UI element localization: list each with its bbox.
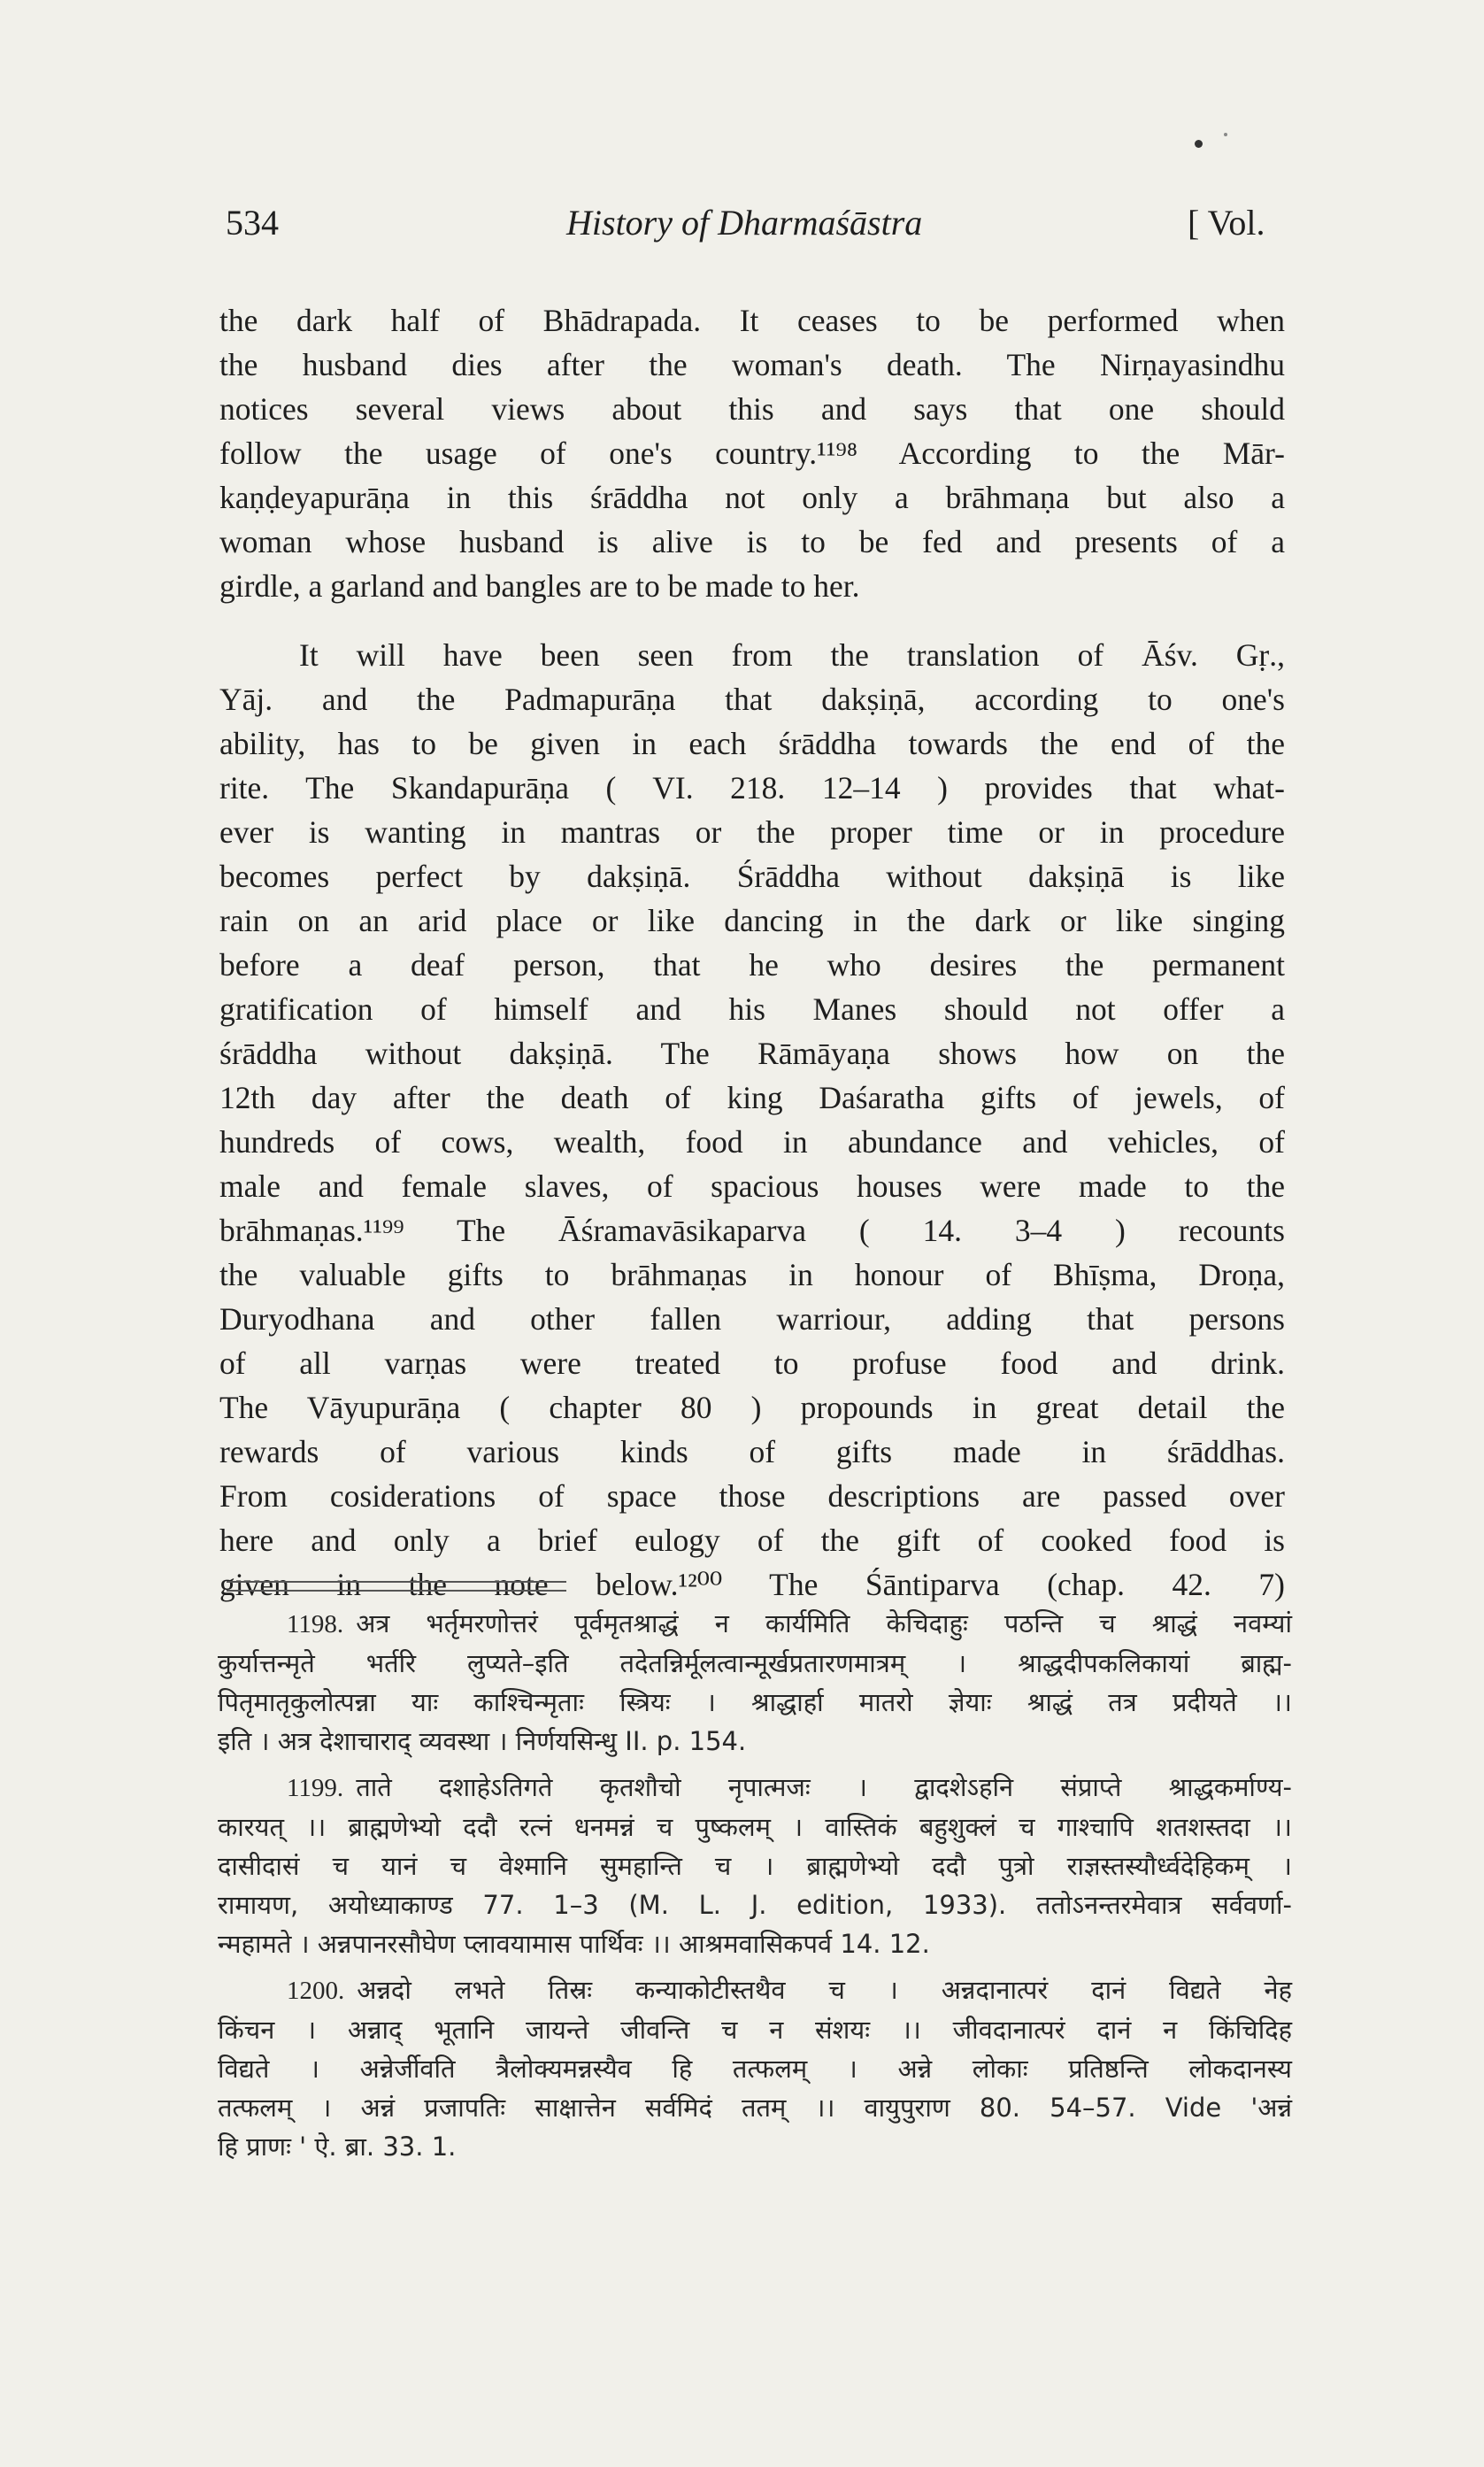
text-line: hundreds of cows, wealth, food in abundance and vehicles, of — [219, 1124, 1285, 1160]
footnote-number: 1200. — [287, 1977, 345, 2005]
text-line: of all varṇas were treated to profuse food and drink. — [219, 1345, 1285, 1381]
paragraph-daksina — [219, 633, 1285, 1607]
text-line: before a deaf person, that he who desires the permanent — [219, 947, 1285, 983]
footnote-line — [218, 1970, 1292, 2010]
ink-speck — [1195, 140, 1203, 148]
footnote-text: ताते दशाहेऽतिगते कृतशौचो नृपात्मजः । द्वादशेऽहनि संप्राप्ते श्राद्धकर्माण्य- — [356, 1772, 1292, 1802]
text-line: here and only a brief eulogy of the gift of cooked food is — [219, 1523, 1285, 1558]
ink-speck — [1224, 133, 1227, 136]
footnote-divider — [227, 1581, 566, 1592]
text-line: male and female slaves, of spacious houses were made to the — [219, 1168, 1285, 1204]
text-line: gratification of himself and his Manes should not offer a — [219, 991, 1285, 1027]
text-line: follow the usage of one's country.¹¹⁹⁸ According to the Mār- — [219, 436, 1285, 471]
text-line: śrāddha without dakṣiṇā. The Rāmāyaṇa shows how on the — [219, 1036, 1285, 1071]
footnote-line: रामायण, अयोध्याकाण्ड 77. 1–3 (M. L. J. edition, 1933). ततोऽनन्तरमेवात्र सर्ववर्णा- — [218, 1890, 1292, 1920]
volume-label: [ Vol. — [1188, 203, 1265, 243]
footnote-line: दासीदासं च यानं च वेश्मानि सुमहान्ति च । ब्राह्मणेभ्यो ददौ पुत्रो राज्ञस्तस्यौर्ध्वदेहिकम् । — [218, 1851, 1292, 1881]
footnote-line — [218, 1768, 1292, 1808]
text-line: 12th day after the death of king Daśaratha gifts of jewels, of — [219, 1080, 1285, 1115]
text-line: given in the note below.¹²⁰⁰ The Śāntiparva (chap. 42. 7) — [219, 1567, 1285, 1602]
text-line: rain on an arid place or like dancing in the dark or like singing — [219, 903, 1285, 938]
text-line: notices several views about this and says that one should — [219, 391, 1285, 427]
footnote-line: इति । अत्र देशाचाराद् व्यवस्था । निर्णयसिन्धु II. p. 154. — [218, 1726, 747, 1756]
text-line: kaṇḍeyapurāṇa in this śrāddha not only a brāhmaṇa but also a — [219, 480, 1285, 515]
text-line: From cosiderations of space those descriptions are passed over — [219, 1478, 1285, 1514]
footnote-line: विद्यते । अन्नेर्जीवति त्रैलोक्यमन्नस्यैव हि तत्फलम् । अन्ने लोकाः प्रतिष्ठन्ति लोकदानस्य — [218, 2054, 1292, 2084]
running-title: History of Dharmaśāstra — [566, 203, 923, 243]
text-line: ever is wanting in mantras or the proper time or in procedure — [219, 814, 1285, 850]
text-line: the valuable gifts to brāhmaṇas in honour of Bhīṣma, Droṇa, — [219, 1257, 1285, 1292]
footnote-1199 — [218, 1768, 1292, 1963]
footnote-1200 — [218, 1970, 1292, 2166]
footnotes — [218, 1604, 1292, 2166]
footnote-line: कारयत् ।। ब्राह्मणेभ्यो ददौ रत्नं धनमन्नं च पुष्कलम् । वास्तिकं बहुशुक्लं च गाश्चापि शतशस्तदा ।। — [218, 1812, 1292, 1842]
footnote-line: कुर्यात्तन्मृते भर्तरि लुप्यते–इति तदेतन्निर्मूलत्वान्मूर्खप्रतारणमात्रम् । श्राद्धदीपकलिकायां ब्राह्म- — [218, 1648, 1292, 1678]
text-line: the dark half of Bhādrapada. It ceases to be performed when — [219, 303, 1285, 338]
footnote-text: अत्र भर्तृमरणोत्तरं पूर्वमृतश्राद्धं न कार्यमिति केचिदाहुः पठन्ति च श्राद्धं नवम्यां — [356, 1608, 1292, 1638]
footnote-1198 — [218, 1604, 1292, 1761]
text-line: It will have been seen from the translation of Āśv. Gṛ., — [299, 637, 1285, 673]
footnote-line: हि प्राणः ' ऐ. ब्रा. 33. 1. — [218, 2132, 457, 2162]
text-line: girdle, a garland and bangles are to be made to her. — [219, 568, 860, 604]
text-line: Yāj. and the Padmapurāṇa that dakṣiṇā, according to one's — [219, 682, 1285, 717]
paragraph-continued — [219, 298, 1285, 608]
text-line: ability, has to be given in each śrāddha towards the end of the — [219, 726, 1285, 761]
footnote-line: न्महामते । अन्नपानरसौघेण प्लावयामास पार्थिवः ।। आश्रमवासिकपर्व 14. 12. — [218, 1929, 930, 1959]
footnote-text: अन्नदो लभते तिस्रः कन्याकोटीस्तथैव च । अन्नदानात्परं दानं विद्यते नेह — [357, 1975, 1292, 2005]
text-line: becomes perfect by dakṣiṇā. Śrāddha without dakṣiṇā is like — [219, 859, 1285, 894]
footnote-line: तत्फलम् । अन्नं प्रजापतिः साक्षात्तेन सर्वमिदं ततम् ।। वायुपुराण 80. 54–57. Vide 'अन्नं — [218, 2093, 1292, 2123]
text-line: rewards of various kinds of gifts made in śrāddhas. — [219, 1434, 1285, 1469]
text-line: the husband dies after the woman's death. The Nirṇayasindhu — [219, 347, 1285, 382]
footnote-number: 1199. — [287, 1774, 344, 1802]
footnote-line: किंचन । अन्नाद् भूतानि जायन्ते जीवन्ति च न संशयः ।। जीवदानात्परं दानं न किंचिदिह — [218, 2015, 1292, 2045]
text-line: brāhmaṇas.¹¹⁹⁹ The Āśramavāsikaparva ( 14. 3–4 ) recounts — [219, 1213, 1285, 1248]
text-line: Duryodhana and other fallen warriour, adding that persons — [219, 1301, 1285, 1337]
text-line: rite. The Skandapurāṇa ( VI. 218. 12–14 ) provides that what- — [219, 770, 1285, 806]
footnote-number: 1198. — [287, 1610, 344, 1638]
page-number: 534 — [226, 203, 279, 243]
footnote-line: पितृमातृकुलोत्पन्ना याः काश्चिन्मृताः स्त्रियः । श्राद्धार्हा मातरो ज्ञेयाः श्राद्धं तत्र प्रदीयते ।। — [218, 1687, 1292, 1717]
footnote-line — [218, 1604, 1292, 1644]
text-line: woman whose husband is alive is to be fed and presents of a — [219, 524, 1285, 559]
text-line: The Vāyupurāṇa ( chapter 80 ) propounds in great detail the — [219, 1390, 1285, 1425]
